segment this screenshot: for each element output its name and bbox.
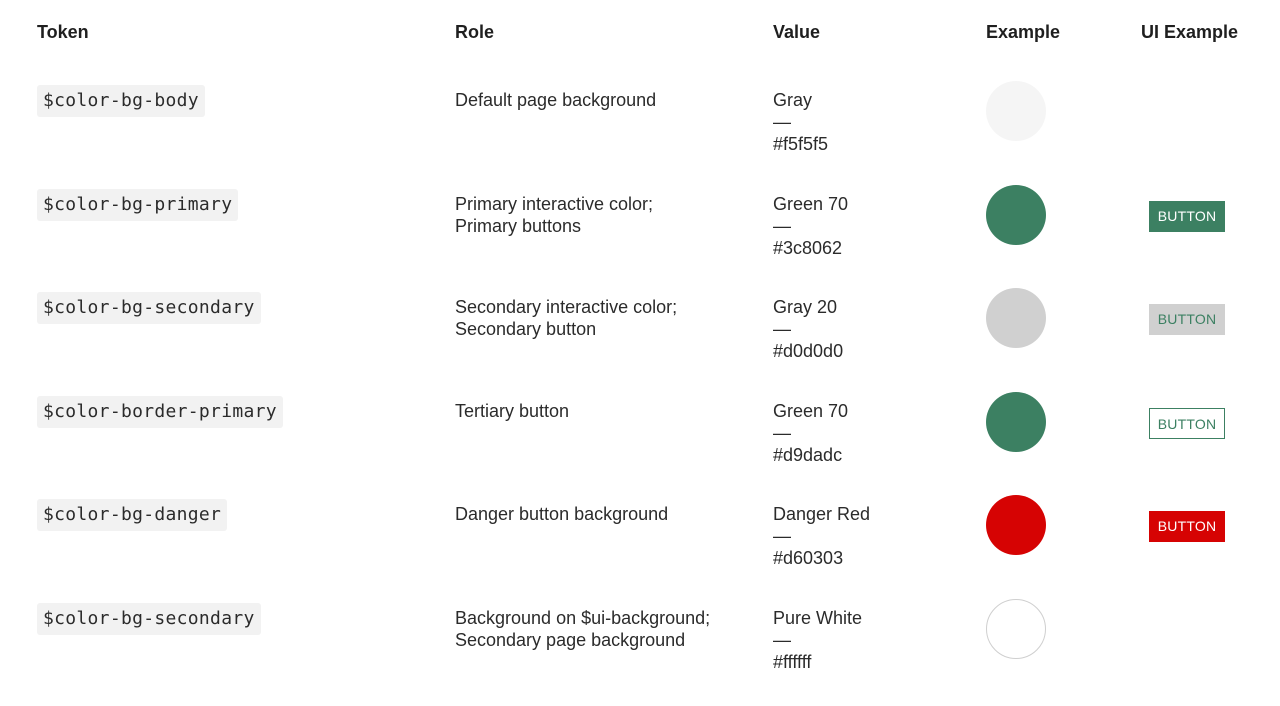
header-value: Value [773,22,821,42]
value-hex: #f5f5f5 [773,134,829,154]
table-row [0,396,1280,499]
role-description [455,607,755,651]
token-name: $color-bg-danger [37,499,227,531]
header-example: Example [986,22,1061,42]
color-value [773,89,973,155]
header-token: Token [37,22,89,42]
value-name: Green 70 [773,401,849,421]
table-row [0,85,1280,188]
color-swatch [986,495,1046,555]
role-line: Background on $ui-background; [455,608,711,628]
role-line: Danger button background [455,504,669,524]
role-line: Tertiary button [455,401,570,421]
role-line: Primary buttons [455,216,582,236]
color-swatch [986,392,1046,452]
header-ui-example: UI Example [1141,22,1239,42]
token-name: $color-border-primary [37,396,283,428]
value-hex: #d0d0d0 [773,341,844,361]
value-name: Danger Red [773,504,871,524]
color-swatch [986,599,1046,659]
role-line: Default page background [455,90,657,110]
table-row [0,292,1280,395]
value-hex: #3c8062 [773,238,843,258]
table-row [0,499,1280,602]
color-value [773,400,973,466]
role-description [455,503,755,525]
value-hex: #ffffff [773,652,812,672]
value-dash: — [773,630,791,650]
value-name: Gray 20 [773,297,838,317]
role-description [455,193,755,237]
token-name: $color-bg-primary [37,189,238,221]
value-dash: — [773,526,791,546]
value-dash: — [773,423,791,443]
secondary-example-button[interactable]: BUTTON [1149,304,1225,335]
token-name: $color-bg-secondary [37,292,261,324]
value-hex: #d9dadc [773,445,843,465]
color-swatch [986,185,1046,245]
role-line: Primary interactive color; [455,194,654,214]
table-header [0,22,1280,46]
color-swatch [986,81,1046,141]
role-description [455,296,755,340]
role-line: Secondary interactive color; [455,297,678,317]
value-name: Green 70 [773,194,849,214]
table-row [0,603,1280,706]
color-value [773,193,973,259]
value-name: Gray [773,90,813,110]
color-value [773,607,973,673]
value-name: Pure White [773,608,863,628]
color-swatch [986,288,1046,348]
role-line: Secondary page background [455,630,686,650]
primary-example-button[interactable]: BUTTON [1149,201,1225,232]
header-role: Role [455,22,495,42]
color-value [773,503,973,569]
value-dash: — [773,319,791,339]
role-line: Secondary button [455,319,597,339]
role-description [455,400,755,422]
token-name: $color-bg-body [37,85,205,117]
role-description [455,89,755,111]
danger-example-button[interactable]: BUTTON [1149,511,1225,542]
color-value [773,296,973,362]
value-hex: #d60303 [773,548,844,568]
value-dash: — [773,112,791,132]
tertiary-example-button[interactable]: BUTTON [1149,408,1225,439]
value-dash: — [773,216,791,236]
table-row [0,189,1280,292]
token-name: $color-bg-secondary [37,603,261,635]
